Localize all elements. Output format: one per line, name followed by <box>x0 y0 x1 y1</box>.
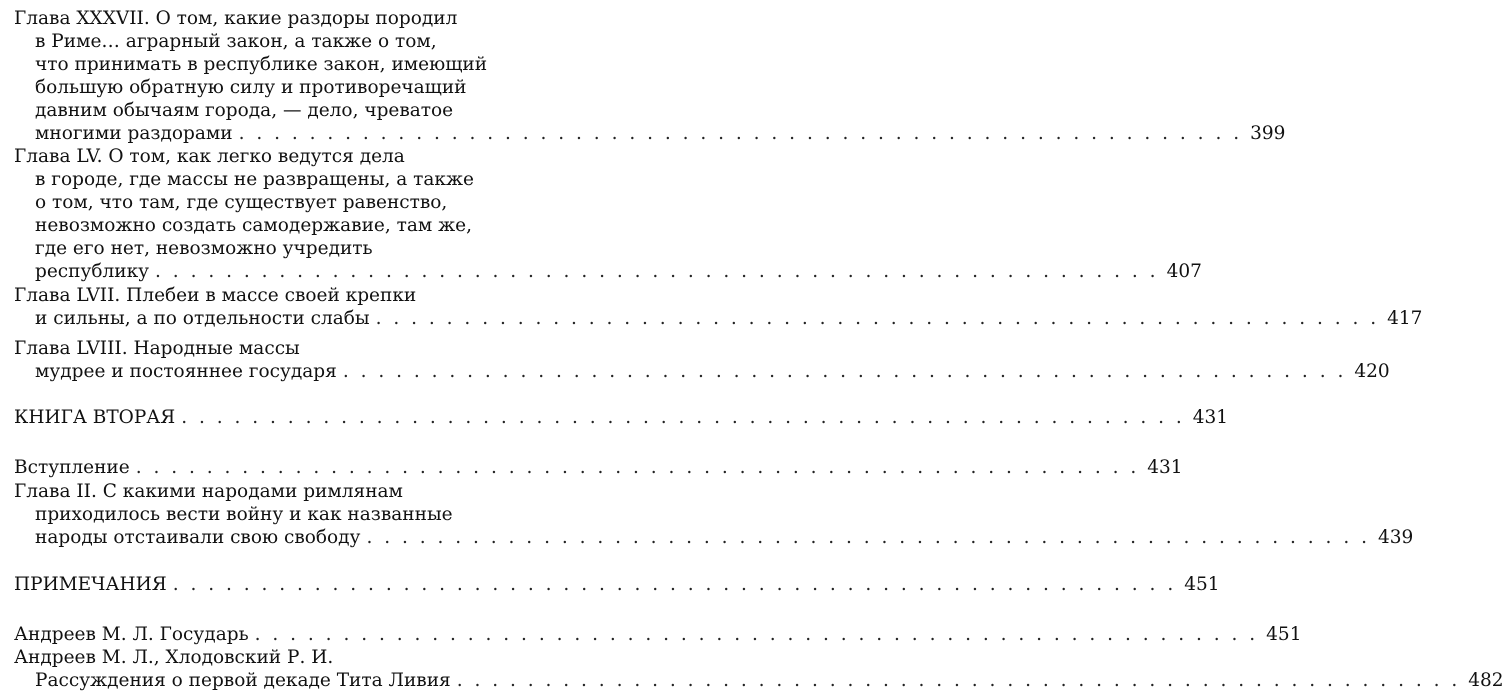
entry-text: и сильны, а по отдельности слабы <box>35 308 370 329</box>
entry-line: в Риме… аграрный закон, а также о том, <box>35 31 437 52</box>
entry-last-line <box>14 573 1220 596</box>
page-number: 482 <box>1468 670 1504 691</box>
entry-line: приходилось вести войну и как названные <box>35 504 453 525</box>
page-number: 451 <box>1184 574 1220 595</box>
entry-last-line <box>14 623 1302 646</box>
entry-line: невозможно создать самодержавие, там же, <box>35 215 472 236</box>
entry-last-line <box>14 669 1504 692</box>
toc-entry-chapter-55 <box>14 145 1202 283</box>
toc-entry-chapter-37 <box>14 7 1286 145</box>
entry-line: Глава LVII. Плебеи в массе своей крепки <box>14 285 417 306</box>
dot-leader: . . . . . . . . . . . . . . . . . . . . . . . . . . . . . . . . . . . . . . . . . . . . . . . . . . . . . . . . . <box>135 457 1140 478</box>
entry-text: народы отстаивали свою свободу <box>35 527 361 548</box>
entry-text: КНИГА ВТОРАЯ <box>14 407 176 428</box>
entry-last-line <box>14 406 1229 429</box>
dot-leader: . . . . . . . . . . . . . . . . . . . . . . . . . . . . . . . . . . . . . . . . . . . . . . . . . . . . . . . . . <box>181 407 1185 428</box>
entry-text: Рассуждения о первой декаде Тита Ливия <box>35 670 451 691</box>
page-number: 399 <box>1250 123 1286 144</box>
toc-entry-andreev-prince <box>14 623 1302 646</box>
entry-line: о том, что там, где существует равенство, <box>35 192 448 213</box>
entry-line: где его нет, невозможно учредить <box>35 238 373 259</box>
dot-leader: . . . . . . . . . . . . . . . . . . . . . . . . . . . . . . . . . . . . . . . . . . . . . . . . . . . . . . . . . <box>172 574 1177 595</box>
dot-leader: . . . . . . . . . . . . . . . . . . . . . . . . . . . . . . . . . . . . . . . . . . . . . . . . . . . . . . . . . <box>375 308 1380 329</box>
entry-line: в городе, где массы не развращены, а также <box>35 169 474 190</box>
toc-entry-chapter-2 <box>14 480 1414 549</box>
entry-line: Глава LVIII. Народные массы <box>14 338 300 359</box>
entry-line: Глава LV. О том, как легко ведутся дела <box>14 146 405 167</box>
page-number: 431 <box>1147 457 1183 478</box>
toc-entry-chapter-58 <box>14 337 1390 383</box>
toc-entry-introduction <box>14 456 1183 479</box>
entry-text: Вступление <box>14 457 130 478</box>
page-number: 431 <box>1192 407 1229 428</box>
page-number: 420 <box>1354 361 1390 382</box>
dot-leader: . . . . . . . . . . . . . . . . . . . . . . . . . . . . . . . . . . . . . . . . . . . . . . . . . . . . . . . . . <box>366 527 1370 548</box>
page-number: 439 <box>1377 527 1414 548</box>
page-number: 407 <box>1166 261 1202 282</box>
entry-last-line <box>14 307 1423 330</box>
dot-leader: . . . . . . . . . . . . . . . . . . . . . . . . . . . . . . . . . . . . . . . . . . . . . . . . . . . . . . . . . <box>456 670 1461 691</box>
entry-last-line <box>14 260 1202 283</box>
entry-last-line <box>14 456 1183 479</box>
page-number: 451 <box>1266 624 1302 645</box>
dot-leader: . . . . . . . . . . . . . . . . . . . . . . . . . . . . . . . . . . . . . . . . . . . . . . . . . . . . . . . . . <box>254 624 1259 645</box>
toc-entry-notes <box>14 573 1220 596</box>
entry-text: республику <box>35 261 150 282</box>
entry-text: ПРИМЕЧАНИЯ <box>14 574 167 595</box>
entry-line: Андреев М. Л., Хлодовский Р. И. <box>14 647 334 668</box>
toc-entry-book-two <box>14 406 1229 429</box>
entry-last-line <box>14 360 1390 383</box>
dot-leader: . . . . . . . . . . . . . . . . . . . . . . . . . . . . . . . . . . . . . . . . . . . . . . . . . . . . . . . . . <box>238 123 1243 144</box>
entry-line: давним обычаям города, — дело, чреватое <box>35 100 454 121</box>
dot-leader: . . . . . . . . . . . . . . . . . . . . . . . . . . . . . . . . . . . . . . . . . . . . . . . . . . . . . . . . . <box>342 361 1347 382</box>
entry-text: Андреев М. Л. Государь <box>14 624 249 645</box>
entry-text: многими раздорами <box>35 123 233 144</box>
entry-line: что принимать в республике закон, имеющий <box>35 54 488 75</box>
entry-line: большую обратную силу и противоречащий <box>35 77 467 98</box>
entry-last-line <box>14 526 1414 549</box>
entry-last-line <box>14 122 1286 145</box>
entry-text: мудрее и постояннее государя <box>35 361 337 382</box>
page-number: 417 <box>1387 308 1423 329</box>
entry-line: Глава II. С какими народами римлянам <box>14 481 403 502</box>
toc-entry-chapter-57 <box>14 284 1423 330</box>
entry-line: Глава XXXVII. О том, какие раздоры породил <box>14 8 458 29</box>
dot-leader: . . . . . . . . . . . . . . . . . . . . . . . . . . . . . . . . . . . . . . . . . . . . . . . . . . . . . . . . . <box>155 261 1159 282</box>
toc-entry-andreev-discourses <box>14 646 1504 692</box>
